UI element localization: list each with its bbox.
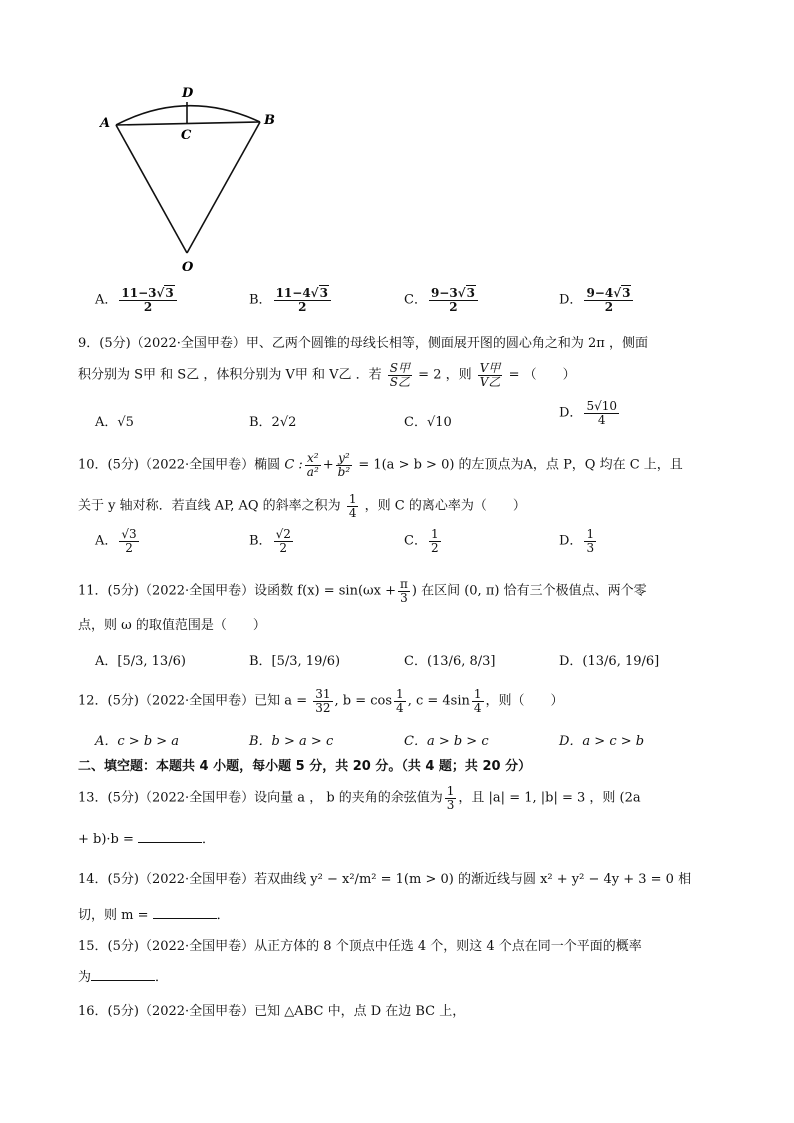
q11-line1: [78, 578, 647, 604]
q10-ellipse: C :: [284, 457, 303, 473]
option-fraction: [429, 287, 478, 313]
q15-answer-blank[interactable]: [91, 968, 155, 981]
q10-option-b[interactable]: [249, 528, 295, 554]
q11-text2: ) 在区间 (0, π) 恰有三个极值点、两个零: [411, 583, 647, 599]
q10-frac-y: $\frac{\text{y²}}{\text{b²}}$: [337, 451, 351, 479]
frac-num: 9−4: [586, 286, 614, 300]
q9-eq1: = 2 ，则: [418, 367, 472, 383]
option-letter: C．: [404, 533, 427, 549]
q9-option-c[interactable]: C．√10: [404, 415, 452, 430]
q16-line1: 16．(5分)（2022·全国甲卷）已知 △ABC 中，点 D 在边 BC 上，: [78, 1004, 466, 1019]
q12-option-b[interactable]: B．b > a > c: [249, 734, 334, 749]
frac-den: V乙: [479, 374, 501, 389]
label-o: O: [182, 260, 194, 275]
sqrt-sign: √3: [613, 286, 631, 300]
q14-line1: 14．(5分)（2022·全国甲卷）若双曲线 y² − x²/m² = 1(m > 0) 的渐近线与圆 x² + y² − 4y + 3 = 0 相: [78, 872, 692, 887]
q12-frac-b: $\frac{1}{4}$: [396, 687, 404, 715]
q13-text3: + b)·b =: [78, 832, 139, 847]
q8-option-a[interactable]: [95, 287, 179, 313]
option-letter: A．: [95, 533, 118, 549]
option-fraction: [584, 287, 633, 313]
q12-option-d[interactable]: D．a > c > b: [559, 734, 645, 749]
frac-den: 2: [430, 540, 439, 555]
frac-num: V甲: [479, 361, 501, 375]
sector-diagram: [90, 80, 300, 280]
radicand: 3: [466, 286, 475, 300]
label-a: A: [100, 116, 111, 131]
frac-den: 2: [604, 299, 614, 314]
q10-text: 10．(5分)（2022·全国甲卷）椭圆: [78, 457, 281, 473]
option-letter: B．: [249, 533, 272, 549]
sector-figure: [90, 80, 300, 280]
q9-line2: [78, 362, 576, 388]
label-c: C: [181, 128, 192, 143]
radicand: 3: [319, 286, 328, 300]
q9-option-a[interactable]: A．√5: [95, 415, 134, 430]
chord-ab: [116, 122, 260, 125]
q12-frac-c: $\frac{1}{4}$: [473, 687, 482, 715]
q12-option-c[interactable]: C．a > b > c: [404, 734, 489, 749]
option-fraction: [584, 528, 596, 554]
frac-num: 11−4: [275, 286, 311, 300]
frac-den: 4: [348, 505, 357, 520]
q10-fraction: [347, 493, 359, 519]
q13-text: 13．(5分)（2022·全国甲卷）设向量 a ， b 的夹角的余弦值为: [78, 790, 443, 806]
option-fraction: [584, 400, 619, 426]
frac-den: 2: [449, 299, 458, 314]
option-letter: A．: [95, 292, 118, 308]
q13-line1: [78, 785, 641, 811]
radius-oa: [116, 125, 187, 253]
option-letter: C．: [404, 292, 427, 308]
frac-den: 3: [586, 540, 595, 555]
q10-frac-x: $\frac{\text{x²}}{\text{a²}}$: [306, 451, 319, 479]
frac-num: √2: [275, 527, 291, 541]
option-letter: D．: [559, 405, 583, 421]
q12-text2: , b = cos: [334, 693, 393, 709]
q11-frac-pi3: $\frac{\pi}{3}$: [399, 577, 408, 605]
q15-line2: [78, 966, 168, 985]
q10-line1: 10．(5分)（2022·全国甲卷）椭圆 C : $\frac{\text{x²}}{\text{a²}}$ + $\frac{\text{y²}}{\text{b²}}$ = 1(a > b > 0) 的左顶点为A，点 P，Q 均在 C 上，且: [78, 451, 683, 479]
q11-option-d[interactable]: D．(13/6, 19/6]: [559, 654, 660, 669]
q13-text2: ，且 |a| = 1, |b| = 3 ，则 (2a: [458, 790, 641, 806]
q9-fraction-v: [478, 362, 503, 388]
sqrt-sign: √3: [156, 286, 174, 300]
frac-num: S甲: [389, 361, 411, 375]
frac-num: 9−3: [430, 286, 458, 300]
option-letter: D．: [559, 533, 583, 549]
q8-option-b[interactable]: [249, 287, 333, 313]
frac-num: √3: [121, 527, 137, 541]
q12-frac-a: $\frac{31}{32}$: [315, 687, 331, 715]
option-fraction: [429, 528, 441, 554]
q14-text: 切，则 m =: [78, 908, 153, 923]
frac-num: 1: [430, 527, 439, 541]
q8-option-d[interactable]: [559, 287, 635, 313]
q11-text: 11．(5分)（2022·全国甲卷）设函数 f(x) = sin(ωx +: [78, 583, 396, 599]
q12-text3: , c = 4sin: [407, 693, 470, 709]
q10-option-a[interactable]: [95, 528, 141, 554]
q12-line1: [78, 688, 564, 714]
frac-den: 2: [143, 299, 153, 314]
q11-option-a[interactable]: A．[5/3, 13/6): [95, 654, 186, 669]
q13-frac: $\frac{1}{3}$: [446, 784, 455, 812]
q12-text4: ，则（ ）: [485, 693, 564, 709]
label-b: B: [264, 113, 275, 128]
sqrt-sign: √3: [310, 286, 328, 300]
frac-num: 11−3: [121, 286, 157, 300]
q9-line1: 9．(5分)（2022·全国甲卷）甲、乙两个圆锥的母线长相等，侧面展开图的圆心角之和为 2π ，侧面: [78, 336, 648, 351]
q10-text4: ，则 C 的离心率为（ ）: [364, 498, 526, 514]
q9-text: 积分别为 S甲 和 S乙 ，体积分别为 V甲 和 V乙 ．若: [78, 367, 382, 383]
label-d: D: [182, 86, 194, 101]
q9-eq2: = （ ）: [508, 367, 576, 383]
radicand: 3: [622, 286, 631, 300]
section-heading: 二、填空题：本题共 4 小题，每小题 5 分，共 20 分。（共 4 题；共 20 分）: [78, 759, 532, 774]
q12-option-a[interactable]: A．c > b > a: [95, 734, 180, 749]
option-fraction: [274, 287, 331, 313]
q11-line2: 点，则 ω 的取值范围是（ ）: [78, 618, 266, 633]
q10-option-c[interactable]: [404, 528, 443, 554]
q14-answer-blank[interactable]: [153, 906, 217, 919]
q10-option-d[interactable]: [559, 528, 598, 554]
option-letter: D．: [559, 292, 583, 308]
frac-den: 2: [125, 540, 133, 555]
option-fraction: [119, 287, 176, 313]
q9-option-b[interactable]: B．2√2: [249, 415, 297, 430]
q11-option-c[interactable]: C．(13/6, 8/3]: [404, 654, 496, 669]
q8-option-c[interactable]: [404, 287, 480, 313]
q10-line2: [78, 493, 526, 519]
q11-option-b[interactable]: B．[5/3, 19/6): [249, 654, 341, 669]
q13-answer-blank[interactable]: [138, 830, 202, 843]
q13-end: ．: [202, 832, 216, 847]
frac-den: S乙: [389, 374, 411, 389]
radius-ob: [187, 122, 260, 253]
q9-fraction-s: [388, 362, 412, 388]
frac-num: 5√10: [586, 399, 617, 413]
frac-num: 1: [586, 527, 595, 541]
frac-den: 4: [597, 412, 606, 427]
option-fraction: [274, 528, 293, 554]
option-letter: B．: [249, 292, 272, 308]
frac-den: 2: [279, 540, 288, 555]
option-fraction: [119, 528, 138, 554]
radicand: 3: [165, 286, 174, 300]
sqrt-sign: √3: [457, 286, 475, 300]
q9-option-d[interactable]: [559, 400, 621, 426]
q14-end: ．: [216, 908, 230, 923]
q15-line1: 15．(5分)（2022·全国甲卷）从正方体的 8 个顶点中任选 4 个，则这 4 个点在同一个平面的概率: [78, 939, 642, 954]
frac-den: 2: [298, 299, 307, 314]
frac-num: 1: [348, 492, 357, 506]
q14-line2: [78, 904, 230, 923]
q10-text2: = 1(a > b > 0) 的左顶点为A，点 P，Q 均在 C 上，且: [358, 457, 683, 473]
q15-text: 为: [78, 970, 92, 985]
q15-end: ．: [155, 970, 169, 985]
q13-line2: [78, 828, 215, 847]
q10-text3: 关于 y 轴对称．若直线 AP, AQ 的斜率之积为: [78, 498, 341, 514]
q12-text: 12．(5分)（2022·全国甲卷）已知 a =: [78, 693, 308, 709]
